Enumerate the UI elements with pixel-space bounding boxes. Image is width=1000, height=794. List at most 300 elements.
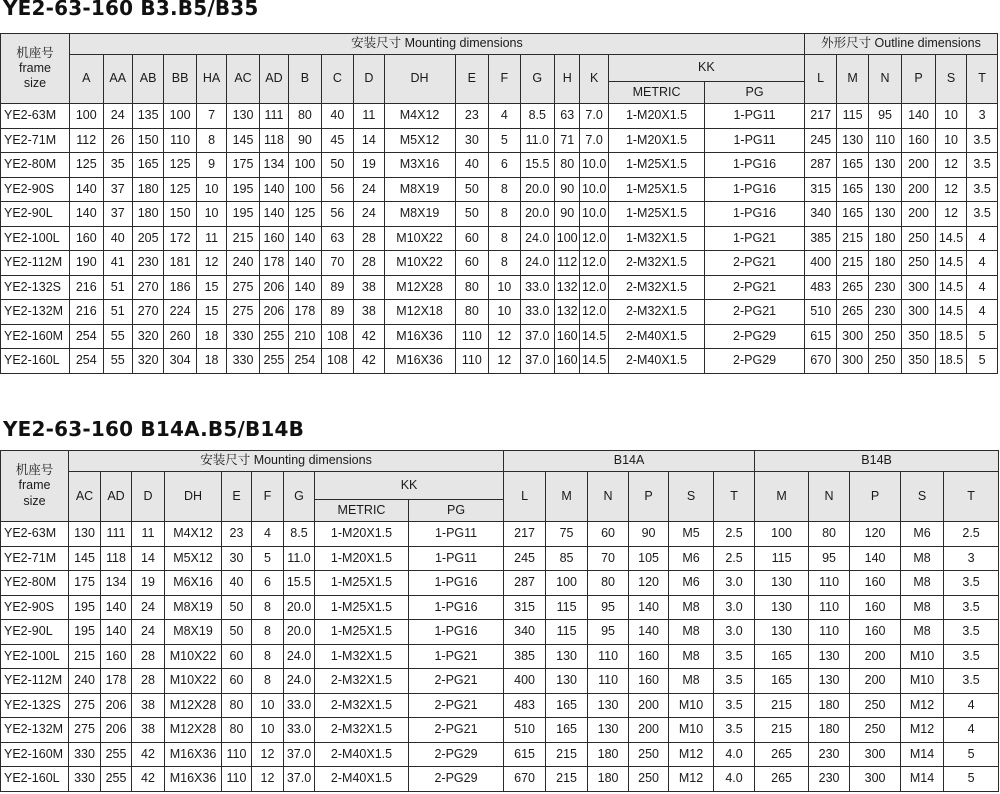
table-cell: 42	[354, 349, 384, 374]
table-cell: 60	[455, 226, 488, 251]
table-cell: 3.5	[944, 644, 999, 669]
table-cell: 18.5	[935, 324, 966, 349]
table-cell: 37	[103, 202, 132, 227]
table-cell: 140	[101, 595, 132, 620]
table-cell: 7.0	[580, 128, 608, 153]
table-cell: 140	[259, 202, 288, 227]
table-cell: 118	[259, 128, 288, 153]
table-cell: 6	[252, 571, 284, 596]
table-cell: 12	[935, 153, 966, 178]
table-cell: 165	[755, 669, 809, 694]
table-cell: 160	[555, 324, 580, 349]
frame-size-en-2: size	[23, 493, 46, 508]
table-cell: M12X28	[384, 275, 455, 300]
frame-size-cell: YE2-90L	[1, 202, 70, 227]
frame-size-cell: YE2-160L	[1, 767, 69, 792]
table-cell: 1-PG11	[705, 128, 805, 153]
table-row	[1, 177, 998, 202]
frame-size-cn: 机座号	[15, 463, 54, 478]
table-cell: 8	[489, 226, 520, 251]
table-cell: 3.5	[967, 202, 998, 227]
frame-size-cell: YE2-112M	[1, 251, 70, 276]
table-cell: 38	[354, 275, 384, 300]
table-cell: 33.0	[284, 718, 315, 743]
table-row	[1, 202, 998, 227]
table-cell: 4.0	[714, 767, 755, 792]
table-cell: 1-M20X1.5	[608, 128, 704, 153]
table-cell: 230	[868, 275, 901, 300]
kk-pg-header: PG	[705, 82, 805, 104]
table-cell: 160	[555, 349, 580, 374]
table-cell: 240	[227, 251, 259, 276]
table-cell: 195	[227, 202, 259, 227]
table-cell: 80	[455, 300, 488, 325]
table-cell: 160	[902, 128, 935, 153]
table-cell: M10X22	[165, 669, 222, 694]
table-cell: 26	[103, 128, 132, 153]
table-cell: 28	[354, 251, 384, 276]
table-cell: 255	[259, 324, 288, 349]
table-cell: 80	[289, 104, 321, 129]
table-cell: 215	[546, 742, 588, 767]
table-cell: 206	[259, 300, 288, 325]
column-header-f: F	[489, 55, 520, 104]
table-cell: 2-M40X1.5	[608, 349, 704, 374]
table-cell: 130	[755, 595, 809, 620]
table-cell: 2-PG21	[409, 693, 504, 718]
table-cell: 63	[321, 226, 353, 251]
kk-metric-header: METRIC	[608, 82, 704, 104]
table-cell: 304	[164, 349, 196, 374]
table-cell: 190	[70, 251, 103, 276]
column-header-aa: AA	[103, 55, 132, 104]
table-cell: M10	[901, 669, 944, 694]
table-cell: 8.5	[284, 522, 315, 547]
column-header-h: H	[555, 55, 580, 104]
table-cell: 60	[222, 669, 252, 694]
table-cell: 130	[837, 128, 868, 153]
table-cell: 1-PG21	[705, 226, 805, 251]
table-cell: 50	[321, 153, 353, 178]
table-cell: 5	[944, 767, 999, 792]
frame-size-cell: YE2-71M	[1, 128, 70, 153]
table-cell: 330	[69, 767, 101, 792]
table-cell: 11	[132, 522, 165, 547]
table-cell: 350	[902, 324, 935, 349]
table-cell: 50	[222, 595, 252, 620]
table-cell: 2-PG29	[409, 767, 504, 792]
table-cell: 10.0	[580, 177, 608, 202]
table-cell: 38	[354, 300, 384, 325]
table-cell: 132	[555, 275, 580, 300]
column-header-outline-n: N	[868, 55, 901, 104]
table-cell: 100	[555, 226, 580, 251]
column-header-outline-m: M	[837, 55, 868, 104]
table-cell: 10	[489, 300, 520, 325]
table-cell: 2-PG21	[705, 251, 805, 276]
table-cell: 45	[321, 128, 353, 153]
table-row	[1, 275, 998, 300]
table-cell: M6	[669, 546, 714, 571]
table-cell: M8	[669, 595, 714, 620]
table-cell: 3.5	[944, 620, 999, 645]
table-cell: 11.0	[284, 546, 315, 571]
table-cell: 275	[227, 275, 259, 300]
table-cell: M6X16	[165, 571, 222, 596]
table-cell: 14.5	[935, 251, 966, 276]
table-cell: 1-PG16	[409, 571, 504, 596]
table-cell: 160	[629, 644, 669, 669]
table-cell: 670	[504, 767, 546, 792]
table-cell: 175	[69, 571, 101, 596]
table-cell: M10X22	[165, 644, 222, 669]
table-cell: 30	[455, 128, 488, 153]
table-cell: 145	[69, 546, 101, 571]
table-cell: 140	[289, 251, 321, 276]
table-row	[1, 742, 999, 767]
table-cell: 8	[489, 251, 520, 276]
table-cell: 200	[850, 669, 901, 694]
frame-size-cell: YE2-90L	[1, 620, 69, 645]
table-cell: 160	[629, 669, 669, 694]
frame-size-en-2: size	[23, 76, 47, 91]
table-cell: M12	[669, 742, 714, 767]
table-cell: 300	[850, 742, 901, 767]
table-cell: 255	[259, 349, 288, 374]
mounting-dimensions-table-b3-b5-b35	[0, 33, 998, 374]
table-cell: 2-PG21	[705, 275, 805, 300]
table-cell: 160	[70, 226, 103, 251]
table-cell: 38	[132, 693, 165, 718]
table-cell: 10	[252, 693, 284, 718]
frame-size-cell: YE2-100L	[1, 644, 69, 669]
column-header-ad: AD	[101, 472, 132, 522]
table-cell: 110	[455, 324, 488, 349]
table-cell: 80	[222, 693, 252, 718]
frame-size-en-1: frame	[19, 60, 51, 75]
table-cell: 180	[868, 251, 901, 276]
table-cell: 1-M20X1.5	[315, 546, 409, 571]
table-cell: M16X36	[384, 324, 455, 349]
table-row	[1, 644, 999, 669]
table-row	[1, 153, 998, 178]
table-cell: 115	[546, 595, 588, 620]
table-cell: 110	[222, 742, 252, 767]
table-cell: 483	[804, 275, 836, 300]
table-cell: 180	[588, 767, 629, 792]
table-cell: 181	[164, 251, 196, 276]
column-header-bb: BB	[164, 55, 196, 104]
table-cell: 217	[504, 522, 546, 547]
table-cell: 2-M40X1.5	[315, 742, 409, 767]
table-cell: 250	[868, 324, 901, 349]
table-cell: 40	[222, 571, 252, 596]
table-cell: 2.5	[714, 546, 755, 571]
table-row	[1, 522, 999, 547]
table-cell: 160	[259, 226, 288, 251]
table-cell: 35	[103, 153, 132, 178]
table-cell: 110	[588, 669, 629, 694]
table-cell: 80	[588, 571, 629, 596]
table-cell: M12X28	[165, 693, 222, 718]
table-cell: 40	[321, 104, 353, 129]
table-cell: 110	[809, 620, 850, 645]
table-cell: 11	[354, 104, 384, 129]
table-cell: 37.0	[284, 767, 315, 792]
table-cell: 90	[555, 202, 580, 227]
table-cell: 41	[103, 251, 132, 276]
table-cell: 24	[132, 595, 165, 620]
table-cell: 134	[101, 571, 132, 596]
table-cell: 3.0	[714, 620, 755, 645]
table-cell: 85	[546, 546, 588, 571]
table-cell: 140	[70, 177, 103, 202]
frame-size-cell: YE2-71M	[1, 546, 69, 571]
table-cell: 215	[837, 251, 868, 276]
table-cell: 50	[222, 620, 252, 645]
table-cell: 255	[101, 742, 132, 767]
table-cell: 5	[967, 324, 998, 349]
table-cell: 385	[804, 226, 836, 251]
table-cell: 18	[196, 349, 226, 374]
table-cell: 132	[555, 300, 580, 325]
table-cell: 330	[69, 742, 101, 767]
table-cell: M8	[901, 595, 944, 620]
table-cell: 340	[504, 620, 546, 645]
frame-size-cell: YE2-80M	[1, 153, 70, 178]
table-row	[1, 595, 999, 620]
table-cell: 33.0	[284, 693, 315, 718]
table-cell: 130	[755, 571, 809, 596]
table-cell: 180	[868, 226, 901, 251]
table-cell: 100	[289, 153, 321, 178]
table-cell: 1-M32X1.5	[608, 226, 704, 251]
table-cell: 205	[132, 226, 163, 251]
table-cell: 3.0	[714, 571, 755, 596]
table-cell: 108	[321, 349, 353, 374]
table-cell: 89	[321, 275, 353, 300]
column-header-b14a-m: M	[546, 472, 588, 522]
table-cell: 33.0	[520, 300, 555, 325]
table-row	[1, 767, 999, 792]
table-cell: 50	[455, 177, 488, 202]
table-cell: 3.0	[714, 595, 755, 620]
table-cell: 1-PG11	[409, 522, 504, 547]
table-cell: 230	[868, 300, 901, 325]
table-cell: 140	[289, 226, 321, 251]
table-cell: 180	[588, 742, 629, 767]
table-cell: 215	[546, 767, 588, 792]
frame-size-cell: YE2-132S	[1, 275, 70, 300]
table-cell: M8X19	[384, 202, 455, 227]
table-cell: 215	[69, 644, 101, 669]
column-header-a: A	[70, 55, 103, 104]
table-cell: 275	[69, 693, 101, 718]
table-cell: 230	[809, 742, 850, 767]
table-cell: 2-M40X1.5	[608, 324, 704, 349]
frame-size-cell: YE2-112M	[1, 669, 69, 694]
table-cell: 315	[504, 595, 546, 620]
table-row	[1, 546, 999, 571]
table-cell: 260	[164, 324, 196, 349]
table-cell: 14.5	[935, 226, 966, 251]
table-cell: 178	[101, 669, 132, 694]
table-cell: 134	[259, 153, 288, 178]
table-row	[1, 571, 999, 596]
table-cell: 130	[588, 718, 629, 743]
table-cell: M8	[901, 620, 944, 645]
table-cell: 115	[546, 620, 588, 645]
table-cell: 110	[164, 128, 196, 153]
table-cell: 250	[629, 742, 669, 767]
table-cell: 2-M32X1.5	[315, 718, 409, 743]
table-cell: 10	[935, 104, 966, 129]
table-cell: 12	[196, 251, 226, 276]
table-cell: 15.5	[520, 153, 555, 178]
table-cell: 12.0	[580, 275, 608, 300]
table2-title: YE2-63-160 B14A.B5/B14B	[3, 417, 305, 441]
table-cell: 24.0	[520, 226, 555, 251]
table-cell: 400	[804, 251, 836, 276]
table-row	[1, 104, 998, 129]
table-cell: 38	[132, 718, 165, 743]
column-header-k: K	[580, 55, 608, 104]
frame-size-cell: YE2-80M	[1, 571, 69, 596]
frame-size-cell: YE2-132M	[1, 300, 70, 325]
frame-size-cell: YE2-90S	[1, 595, 69, 620]
table-cell: 265	[755, 742, 809, 767]
table-cell: 2-PG29	[705, 349, 805, 374]
table-cell: 140	[289, 275, 321, 300]
table-cell: 330	[227, 324, 259, 349]
table-cell: 245	[504, 546, 546, 571]
table-cell: 14.5	[935, 275, 966, 300]
table-cell: 19	[132, 571, 165, 596]
table-row	[1, 718, 999, 743]
table-cell: 130	[69, 522, 101, 547]
table-cell: 4	[489, 104, 520, 129]
table-cell: 180	[809, 693, 850, 718]
table-cell: 11	[196, 226, 226, 251]
table-cell: M3X16	[384, 153, 455, 178]
table-cell: 4	[944, 693, 999, 718]
table-cell: 180	[132, 202, 163, 227]
table-cell: 178	[259, 251, 288, 276]
table-cell: 1-M25X1.5	[315, 571, 409, 596]
table-cell: 10.0	[580, 202, 608, 227]
column-header-b: B	[289, 55, 321, 104]
table-cell: 95	[588, 620, 629, 645]
table-cell: 2.5	[714, 522, 755, 547]
table-cell: 12.0	[580, 300, 608, 325]
table-cell: 1-M25X1.5	[608, 202, 704, 227]
table-row	[1, 251, 998, 276]
table-cell: 125	[289, 202, 321, 227]
table-cell: 56	[321, 202, 353, 227]
table-cell: 14.5	[580, 349, 608, 374]
column-header-b14a-n: N	[588, 472, 629, 522]
table-cell: 10	[489, 275, 520, 300]
table-cell: 4.0	[714, 742, 755, 767]
table-cell: 150	[132, 128, 163, 153]
table-cell: 15	[196, 275, 226, 300]
table-cell: 2.5	[944, 522, 999, 547]
table-cell: 110	[588, 644, 629, 669]
table-cell: 10	[252, 718, 284, 743]
table-cell: 105	[629, 546, 669, 571]
table-cell: 28	[354, 226, 384, 251]
table-cell: 250	[902, 226, 935, 251]
table-row	[1, 324, 998, 349]
frame-size-cell: YE2-132S	[1, 693, 69, 718]
table-cell: 130	[868, 153, 901, 178]
table-cell: 42	[354, 324, 384, 349]
table-cell: 24.0	[520, 251, 555, 276]
table-cell: 14	[132, 546, 165, 571]
table-cell: 210	[289, 324, 321, 349]
table-cell: 215	[755, 718, 809, 743]
table-row	[1, 226, 998, 251]
table-cell: 50	[455, 202, 488, 227]
table-cell: 12.0	[580, 226, 608, 251]
frame-size-cell: YE2-90S	[1, 177, 70, 202]
column-header-dh: DH	[384, 55, 455, 104]
table-cell: 80	[455, 275, 488, 300]
frame-size-cell: YE2-160L	[1, 349, 70, 374]
table-cell: M10X22	[384, 251, 455, 276]
table-cell: 2-M32X1.5	[608, 300, 704, 325]
table-cell: 224	[164, 300, 196, 325]
table-cell: 275	[227, 300, 259, 325]
table-cell: 33.0	[520, 275, 555, 300]
table-cell: 110	[809, 595, 850, 620]
table-cell: 2-PG21	[409, 669, 504, 694]
table-cell: 510	[804, 300, 836, 325]
column-header-ab: AB	[132, 55, 163, 104]
table-cell: 80	[555, 153, 580, 178]
table-cell: 5	[944, 742, 999, 767]
table-cell: 2-M32X1.5	[315, 693, 409, 718]
table-cell: 7	[196, 104, 226, 129]
table-cell: 24	[354, 202, 384, 227]
table-cell: 240	[69, 669, 101, 694]
table-cell: 130	[227, 104, 259, 129]
table-cell: 1-M25X1.5	[315, 595, 409, 620]
table-cell: 130	[809, 644, 850, 669]
frame-size-cell: YE2-63M	[1, 522, 69, 547]
table-cell: 3.5	[944, 595, 999, 620]
table-row	[1, 128, 998, 153]
table-cell: 4	[967, 275, 998, 300]
table-cell: 110	[455, 349, 488, 374]
table-cell: 7.0	[580, 104, 608, 129]
table-cell: M10	[669, 693, 714, 718]
table-cell: 8	[252, 595, 284, 620]
table-cell: 200	[850, 644, 901, 669]
table1-title: YE2-63-160 B3.B5/B35	[3, 0, 259, 20]
column-header-d: D	[354, 55, 384, 104]
table-cell: M12	[901, 693, 944, 718]
table-cell: 3.5	[714, 644, 755, 669]
table-cell: 215	[755, 693, 809, 718]
table-cell: 254	[289, 349, 321, 374]
table-cell: 14	[354, 128, 384, 153]
table-cell: 160	[850, 571, 901, 596]
table-cell: 315	[804, 177, 836, 202]
table-cell: 1-M25X1.5	[608, 153, 704, 178]
table-cell: 108	[321, 324, 353, 349]
table-cell: 12	[252, 767, 284, 792]
